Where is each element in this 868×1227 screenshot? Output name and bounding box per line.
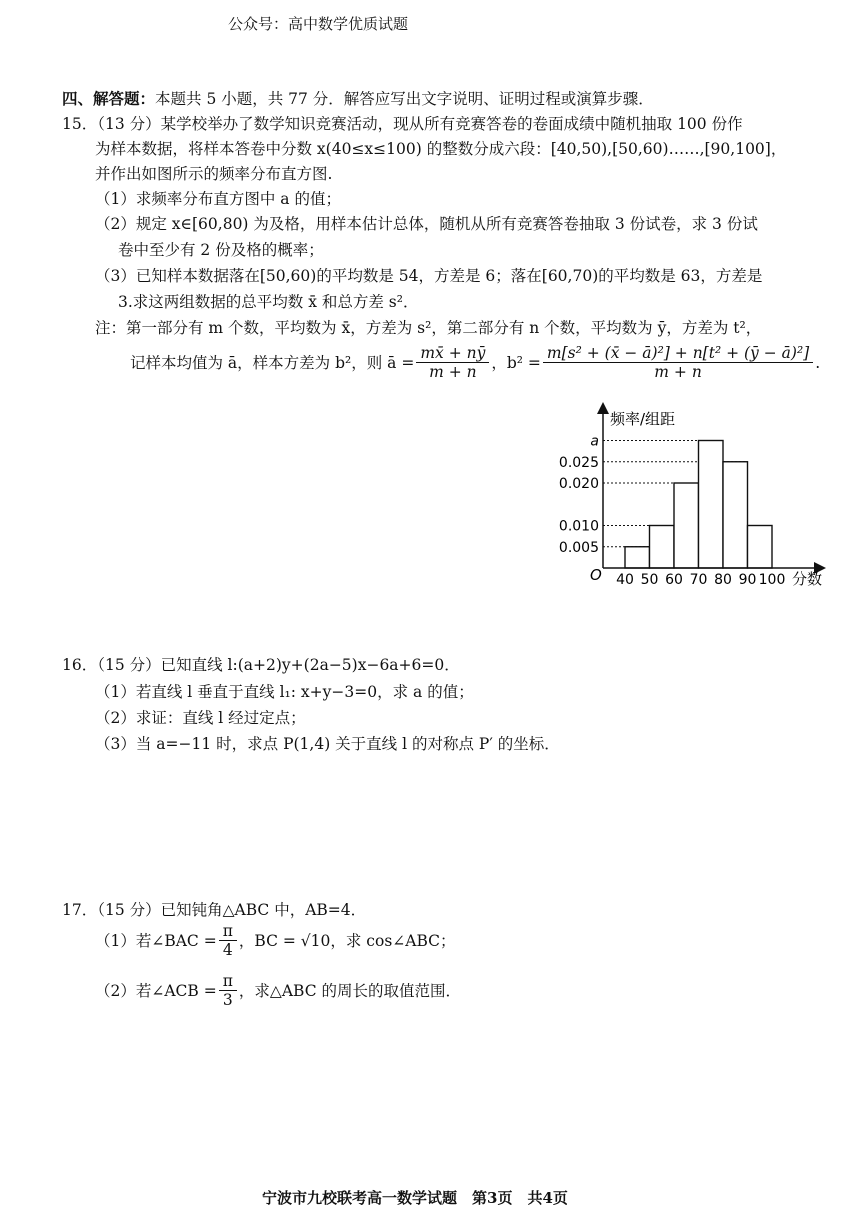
x-tick-label: 70 — [689, 572, 708, 588]
q16-number: 16． — [62, 656, 98, 674]
histogram-bar — [674, 483, 699, 568]
page-footer: 宁波市九校联考高一数学试题 第3页 共4页 — [262, 1189, 568, 1207]
y-tick-label: a — [590, 433, 599, 450]
q15-part1: （1）求频率分布直方图中 a 的值； — [95, 190, 341, 208]
x-tick-label: 90 — [738, 572, 757, 588]
q16-part3: （3）当 a=−11 时，求点 P(1,4) 关于直线 l 的对称点 P′ 的坐标． — [95, 735, 560, 753]
histogram-bar — [625, 547, 650, 568]
mean-fraction-denominator: m + n — [429, 363, 477, 381]
q17-part1-prefix: （1）若∠BAC = — [95, 931, 217, 950]
section-description: 本题共 5 小题，共 77 分．解答应写出文字说明、证明过程或演算步骤． — [155, 90, 654, 108]
wechat-header: 公众号：高中数学优质试题 — [228, 15, 409, 33]
variance-fraction-denominator: m + n — [654, 363, 702, 381]
q15-number: 15． — [62, 115, 98, 133]
angle-fraction-pi-over-3 — [219, 972, 237, 1009]
x-tick-labels — [616, 572, 785, 588]
x-axis-label: 分数 — [792, 570, 823, 588]
q15-note-line1: 注：第一部分有 m 个数，平均数为 x̄，方差为 s²，第二部分有 n 个数，平均数为 ȳ，方差为 t²， — [95, 319, 762, 337]
variance-fraction-numerator: m[s² + (x̄ − ā)²] + n[t² + (ȳ − ā)²] — [543, 344, 813, 363]
y-tick-label: 0.005 — [558, 539, 599, 556]
q17-part2-prefix: （2）若∠ACB = — [95, 981, 217, 1000]
x-tick-label: 60 — [665, 572, 683, 588]
y-tick-label: 0.020 — [558, 476, 599, 492]
q15-part2-line2: 卷中至少有 2 份及格的概率； — [118, 241, 324, 259]
q17-part1-suffix: ，BC = √10，求 cos∠ABC； — [238, 931, 456, 950]
histogram-bar — [699, 441, 724, 569]
q17-stem-text: （15 分）已知钝角△ABC 中，AB=4． — [97, 901, 367, 919]
q17-part2 — [95, 972, 461, 1009]
q15-part2-line1: （2）规定 x∈[60,80) 为及格，用样本估计总体，随机从所有竞赛答卷抽取 3 份试卷，求 3 份试 — [95, 215, 758, 233]
q17-number: 17． — [62, 901, 98, 919]
angle-fraction-pi-over-4 — [219, 922, 237, 959]
variance-fraction — [543, 344, 813, 381]
y-axis-label: 频率/组距 — [610, 410, 676, 428]
q15-part3-line1: （3）已知样本数据落在[50,60)的平均数是 54，方差是 6；落在[60,70)的平均数是 63，方差是 — [95, 267, 763, 285]
y-tick-label: 0.025 — [558, 454, 599, 471]
histogram-bar — [723, 462, 748, 568]
q15-note-line2 — [130, 344, 820, 381]
fraction-denominator: 3 — [222, 991, 233, 1009]
origin-label: O — [590, 566, 602, 584]
section-heading — [62, 89, 654, 109]
x-tick-label: 50 — [640, 572, 659, 588]
q16-part1: （1）若直线 l 垂直于直线 l₁: x+y−3=0，求 a 的值； — [95, 683, 474, 701]
note-period: . — [815, 353, 821, 372]
q17-stem — [62, 900, 366, 920]
y-tick-labels — [559, 434, 599, 556]
x-tick-label: 80 — [714, 572, 732, 588]
mean-fraction-numerator: mx̄ + nȳ — [416, 344, 489, 363]
q15-part3-line2: 3.求这两组数据的总平均数 x̄ 和总方差 s²． — [118, 293, 419, 311]
q17-part1 — [95, 922, 456, 959]
histogram-bars — [625, 441, 772, 569]
q15-line1 — [62, 114, 743, 134]
q15-stem-line3: 并作出如图所示的频率分布直方图. — [95, 165, 333, 183]
q16-stem — [62, 655, 460, 675]
histogram-bar — [748, 526, 773, 569]
x-tick-label: 100 — [758, 572, 786, 588]
y-tick-label: 0.010 — [558, 518, 599, 535]
q16-part2: （2）求证：直线 l 经过定点； — [95, 709, 306, 727]
q15-stem-line1: （13 分）某学校举办了数学知识竞赛活动，现从所有竞赛答卷的卷面成绩中随机抽取 100 份作 — [97, 115, 743, 133]
x-tick-label: 40 — [616, 572, 634, 588]
fraction-numerator: π — [219, 922, 237, 941]
frequency-histogram — [550, 400, 840, 600]
section-title: 四、解答题： — [62, 89, 156, 108]
mean-fraction — [416, 344, 489, 381]
histogram-bar — [650, 526, 675, 569]
note-sample-mean-text: 记样本均值为 ā，样本方差为 b²，则 ā = — [130, 353, 415, 372]
fraction-numerator: π — [219, 972, 237, 991]
fraction-denominator: 4 — [222, 941, 233, 959]
q17-part2-suffix: ，求△ABC 的周长的取值范围． — [238, 981, 461, 1000]
q16-stem-text: （15 分）已知直线 l:(a+2)y+(2a−5)x−6a+6=0． — [97, 656, 460, 674]
q15-stem-line2: 为样本数据，将样本答卷中分数 x(40≤x≤100) 的整数分成六段：[40,50),[50,60)……,[90,100]， — [95, 140, 787, 158]
note-variance-text: ，b² = — [491, 353, 541, 372]
